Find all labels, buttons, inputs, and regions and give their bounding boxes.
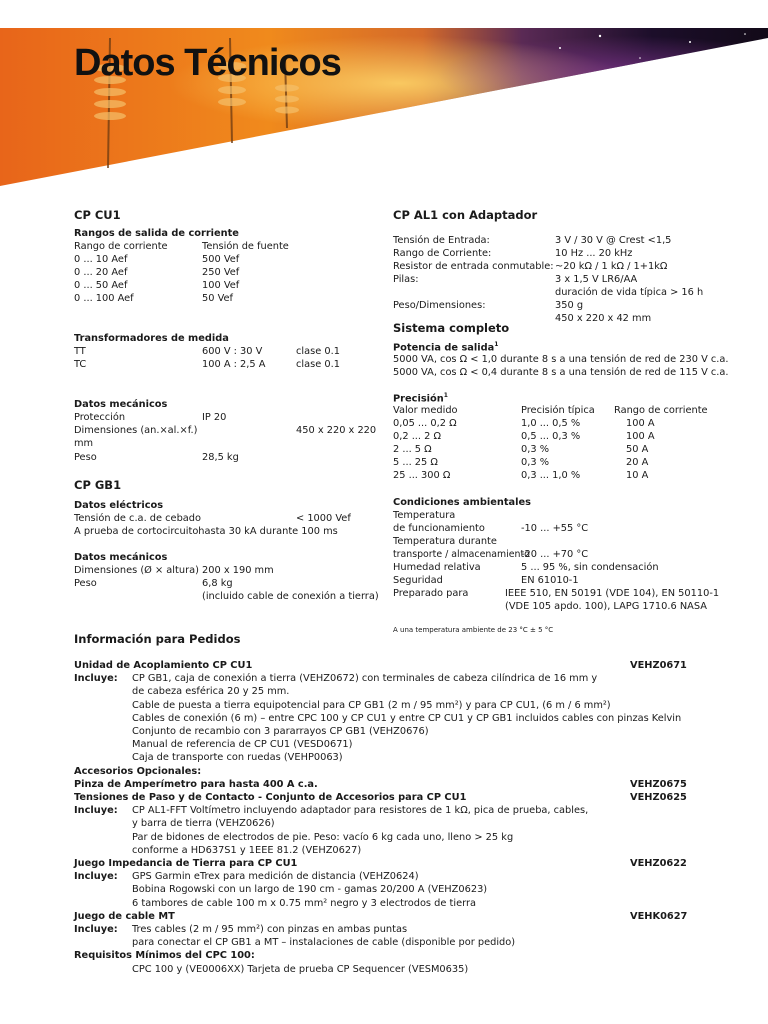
spec-label: Resistor de entrada conmutable: [393, 261, 554, 272]
order-item-text: de cabeza esférica 20 y 25 mm. [132, 686, 290, 698]
column-header: Rango de corriente [614, 405, 708, 416]
rango-cell: 0 ... 10 Aef [74, 254, 128, 265]
tension-cell: 50 Vef [202, 293, 233, 304]
order-item-title: Accesorios Opcionales: [74, 765, 202, 777]
gb1-peso-note: (incluido cable de conexión a tierra) [202, 591, 379, 602]
order-line [74, 911, 694, 924]
table-row [393, 457, 733, 470]
table-row [393, 562, 733, 575]
table-row [393, 431, 733, 444]
order-item-text: Par de bidones de electrodos de pie. Peso: vacío 6 kg cada uno, lleno > 25 kg [132, 831, 514, 843]
spec-label: Tensión de Entrada: [393, 235, 490, 246]
rangos-col-tension: Tensión de fuente [202, 241, 289, 252]
transformer-type: TT [74, 346, 86, 357]
footnote-marker: 1 [494, 341, 499, 348]
precision-cell: 0,3 % [521, 444, 550, 455]
proteccion-label: Protección [74, 412, 126, 423]
order-line [74, 964, 694, 977]
spec-label: Rango de Corriente: [393, 248, 492, 259]
column-header: Valor medido [393, 405, 458, 416]
order-line [74, 924, 694, 937]
transformer-ratio: 600 V : 30 V [202, 346, 263, 357]
valor-cell: 0,05 ... 0,2 Ω [393, 418, 457, 429]
includes-label: Incluye: [74, 673, 118, 685]
order-line [74, 739, 694, 752]
transformadores-heading: Transformadores de medida [74, 333, 229, 344]
precision-cell: 0,5 ... 0,3 % [521, 431, 581, 442]
ambient-label: Humedad relativa [393, 562, 481, 573]
order-item-text: Cables de conexión (6 m) – entre CPC 100 y CP CU1 y entre CP CU1 y CP GB1 incluidos cables con pinzas Kelvin [132, 712, 682, 724]
spec-label: Peso/Dimensiones: [393, 300, 486, 311]
spec-value: 3 x 1,5 V LR6/AA [555, 274, 638, 285]
order-item-text: Manual de referencia de CP CU1 (VESD0671) [132, 739, 353, 751]
ambient-label: Seguridad [393, 575, 443, 586]
includes-label: Incluye: [74, 805, 118, 817]
order-item-text: Tres cables (2 m / 95 mm²) con pinzas en ambas puntas [132, 924, 408, 935]
spec-value: 450 x 220 x 42 mm [555, 313, 652, 324]
table-row [74, 254, 374, 267]
spec-value: 350 g [555, 300, 584, 311]
order-code: VEHZ0675 [630, 778, 687, 790]
peso-label: Peso [74, 452, 97, 463]
order-line [74, 686, 694, 699]
valor-cell: 5 ... 25 Ω [393, 457, 438, 468]
ambient-label: de funcionamiento [393, 523, 485, 534]
order-item-title: Juego Impedancia de Tierra para CP CU1 [74, 858, 298, 869]
tension-cebado-value: < 1000 Vef [296, 513, 351, 524]
spec-value: 3 V / 30 V @ Crest <1,5 [555, 235, 672, 246]
tension-cebado-label: Tensión de c.a. de cebado [74, 513, 202, 524]
order-item-title: Unidad de Acoplamiento CP CU1 [74, 660, 253, 671]
table-row [393, 601, 733, 614]
order-item-text: Conjunto de recambio con 3 pararrayos CP GB1 (VEHZ0676) [132, 726, 429, 737]
order-line [74, 871, 694, 884]
order-code: VEHZ0671 [630, 660, 687, 671]
valor-cell: 0,2 ... 2 Ω [393, 431, 441, 442]
order-item-title: Tensiones de Paso y de Contacto - Conjunto de Accesorios para CP CU1 [74, 792, 467, 803]
order-line [74, 766, 694, 779]
order-code: VEHZ0625 [630, 792, 687, 803]
order-item-text: CP GB1, caja de conexión a tierra (VEHZ0672) con terminales de cabeza cilíndrica de 16 mm y [132, 673, 598, 685]
table-row [393, 444, 733, 457]
tension-cell: 250 Vef [202, 267, 240, 278]
ambient-label: Preparado para [393, 588, 469, 599]
table-row [393, 300, 733, 313]
order-line [74, 660, 694, 673]
rango-cell: 10 A [626, 470, 649, 481]
order-item-text: 6 tambores de cable 100 m x 0.75 mm² negro y 3 electrodos de tierra [132, 897, 476, 909]
gb1-dim-label: Dimensiones (Ø × altura) [74, 565, 199, 576]
table-row [393, 274, 733, 287]
includes-label: Incluye: [74, 924, 118, 935]
order-line [74, 752, 694, 765]
order-line [74, 845, 694, 858]
order-line [74, 792, 694, 805]
includes-label: Incluye: [74, 871, 118, 883]
gb1-peso-value: 6,8 kg [202, 578, 233, 589]
order-item-text: Cable de puesta a tierra equipotencial para CP GB1 (2 m / 95 mm²) y para CP CU1, (6 m / 6 mm²) [132, 699, 611, 711]
spec-value: duración de vida típica > 16 h [555, 287, 704, 298]
order-code: VEHK0627 [630, 910, 688, 922]
rango-cell: 50 A [626, 444, 649, 455]
page-title: Datos Técnicos [74, 42, 341, 84]
table-row [393, 549, 733, 562]
potencia-heading-text: Potencia de salida [393, 342, 495, 354]
gb1-dim-value: 200 x 190 mm [202, 565, 274, 576]
table-row [393, 235, 733, 248]
order-item-title: Requisitos Mínimos del CPC 100: [74, 950, 255, 962]
pedidos-title: Información para Pedidos [74, 632, 241, 646]
table-row [393, 261, 733, 274]
ambient-value: EN 61010-1 [521, 575, 579, 586]
cpcu1-title: CP CU1 [74, 208, 121, 222]
table-row [393, 536, 733, 549]
spec-value: 10 Hz ... 20 kHz [555, 248, 633, 259]
rango-cell: 0 ... 100 Aef [74, 293, 134, 304]
order-line [74, 950, 694, 963]
ambient-value: -20 ... +70 °C [521, 549, 589, 560]
spec-label: Pilas: [393, 274, 419, 285]
order-item-title: Juego de cable MT [74, 910, 175, 922]
tension-cell: 500 Vef [202, 254, 240, 265]
cpcu1-rangos-heading: Rangos de salida de corriente [74, 228, 239, 239]
ambient-label: transporte / almacenamiento [393, 549, 530, 560]
table-row [74, 359, 374, 372]
order-item-text: CP AL1-FFT Voltímetro incluyendo adaptador para resistores de 1 kΩ, pica de prueba, cables, [132, 805, 589, 817]
order-line [74, 832, 694, 845]
order-line [74, 818, 694, 831]
rango-cell: 100 A [626, 418, 655, 429]
ambient-label: Temperatura [393, 510, 456, 521]
ambient-label: Temperatura durante [393, 536, 497, 547]
peso-value: 28,5 kg [202, 452, 239, 463]
order-item-text: GPS Garmin eTrex para medición de distancia (VEHZ0624) [132, 871, 419, 883]
rango-cell: 0 ... 20 Aef [74, 267, 128, 278]
ambient-value: -10 ... +55 °C [521, 523, 589, 534]
table-row [393, 470, 733, 483]
order-code: VEHZ0622 [630, 858, 687, 869]
transformer-ratio: 100 A : 2,5 A [202, 359, 266, 370]
order-line [74, 779, 694, 792]
order-item-text: y barra de tierra (VEHZ0626) [132, 818, 275, 830]
precision-cell: 0,3 % [521, 457, 550, 468]
order-line [74, 884, 694, 897]
order-item-text: Caja de transporte con ruedas (VEHP0063) [132, 752, 343, 764]
table-row [74, 280, 374, 293]
table-row [393, 588, 733, 601]
table-row [393, 418, 733, 431]
potencia-line-1: 5000 VA, cos Ω < 1,0 durante 8 s a una tensión de red de 230 V c.a. [393, 354, 729, 365]
order-line [74, 937, 694, 950]
rango-cell: 20 A [626, 457, 649, 468]
spec-value: ~20 kΩ / 1 kΩ / 1+1kΩ [555, 261, 668, 272]
valor-cell: 25 ... 300 Ω [393, 470, 451, 481]
order-line [74, 858, 694, 871]
order-line [74, 700, 694, 713]
rangos-col-rango: Rango de corriente [74, 241, 168, 252]
table-row [74, 267, 374, 280]
cpgb1-electricos-heading: Datos eléctricos [74, 500, 164, 511]
dimensiones-label: Dimensiones (an.×al.×f.) [74, 425, 198, 436]
dimensiones-unit: mm [74, 438, 94, 449]
dimensiones-value: 450 x 220 x 220 [296, 425, 377, 436]
order-item-text: para conectar el CP GB1 a MT – instalaciones de cable (disponible por pedido) [132, 937, 516, 949]
cpgb1-title: CP GB1 [74, 478, 122, 492]
ambient-value: (VDE 105 apdo. 100), LAPG 1710.6 NASA [505, 601, 707, 612]
order-line [74, 898, 694, 911]
table-header-row [393, 405, 733, 418]
transformer-type: TC [74, 359, 87, 370]
gb1-peso-label: Peso [74, 578, 97, 589]
potencia-heading [393, 341, 498, 353]
order-line [74, 673, 694, 686]
precision-heading-text: Precisión [393, 393, 444, 405]
potencia-line-2: 5000 VA, cos Ω < 0,4 durante 8 s a una tensión de red de 115 V c.a. [393, 367, 729, 378]
order-item-title: Pinza de Amperímetro para hasta 400 A c.a. [74, 778, 318, 790]
cpcu1-mecanicos-heading: Datos mecánicos [74, 399, 168, 410]
footnote-marker: 1 [443, 392, 448, 399]
order-line [74, 726, 694, 739]
table-row [74, 293, 374, 306]
table-row [393, 523, 733, 536]
table-row [393, 287, 733, 300]
rango-cell: 100 A [626, 431, 655, 442]
ambient-heading: Condiciones ambientales [393, 497, 531, 508]
rango-cell: 0 ... 50 Aef [74, 280, 128, 291]
rangos-table [74, 254, 374, 310]
cpgb1-mecanicos-heading: Datos mecánicos [74, 552, 168, 563]
precision-heading [393, 392, 448, 404]
cortocircuito-text: A prueba de cortocircuitohasta 30 kA durante 100 ms [74, 526, 338, 537]
table-row [74, 346, 374, 359]
valor-cell: 2 ... 5 Ω [393, 444, 432, 455]
transformer-class: clase 0.1 [296, 346, 340, 357]
column-header: Precisión típica [521, 405, 595, 416]
order-line [74, 713, 694, 726]
footnote: A una temperatura ambiente de 23 °C ± 5 °C [393, 626, 554, 634]
precision-table [393, 405, 733, 485]
cpal1-table [393, 235, 733, 327]
table-row [393, 575, 733, 588]
order-line [74, 805, 694, 818]
ambient-table [393, 510, 733, 620]
order-item-text: conforme a HD637S1 y 1EEE 81.2 (VEHZ0627) [132, 844, 362, 856]
order-item-text: Bobina Rogowski con un largo de 190 cm - gamas 20/200 A (VEHZ0623) [132, 884, 488, 896]
proteccion-value: IP 20 [202, 412, 227, 423]
precision-cell: 0,3 ... 1,0 % [521, 470, 581, 481]
order-item-text: CPC 100 y (VE0006XX) Tarjeta de prueba CP Sequencer (VESM0635) [132, 963, 469, 975]
ambient-value: 5 ... 95 %, sin condensación [521, 562, 659, 573]
table-row [393, 510, 733, 523]
transformadores-table [74, 346, 374, 374]
tension-cell: 100 Vef [202, 280, 240, 291]
cpal1-title: CP AL1 con Adaptador [393, 208, 538, 222]
ambient-value: IEEE 510, EN 50191 (VDE 104), EN 50110-1 [505, 588, 720, 599]
transformer-class: clase 0.1 [296, 359, 340, 370]
sistema-title: Sistema completo [393, 321, 510, 335]
precision-cell: 1,0 ... 0,5 % [521, 418, 581, 429]
table-row [393, 248, 733, 261]
